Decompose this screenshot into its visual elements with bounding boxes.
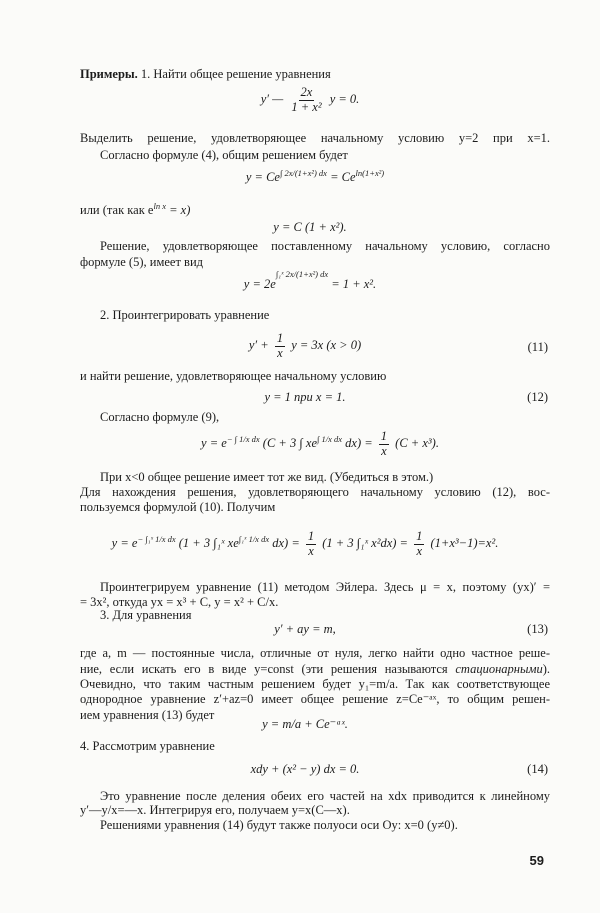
equation-2: $y = Ce^{\int 2x/(1+x^2) dx} = Ce^{ln(1+x^2)}$ [245,167,385,184]
examples-title: Примеры. [80,67,138,81]
paragraph-line: Согласно формуле (4), общим решением будет [100,148,348,162]
equation-14: xdy + (x² − y) dx = 0. [250,762,360,776]
example-3-heading: 3. Для уравнения [100,608,192,622]
equation-number: (11) [527,340,548,354]
paragraph-line: и найти решение, удовлетворяющее начальному условию [80,369,387,383]
paragraph-line: однородное уравнение z′+az=0 имеет общее решение z=Ce⁻ᵃˣ, то общим решен- [80,692,550,706]
equation-1: y′ — $\frac{2x}{\text{1 + x²}}$ y = 0. [260,85,360,114]
paragraph-line: Для нахождения решения, удовлетворяющего начальному условию (12), вос- [80,485,550,499]
equation-general-solution: $y = e^{- \int 1/x dx}$ (C + 3 ∫ $xe^{\int 1/x dx}$ dx) = $\frac{1}{x}$ (C + x³). [201,429,439,458]
equation-number: (14) [527,762,548,776]
equation-12: y = 1 при x = 1. [264,390,346,404]
paragraph-line: ние, если искать его в виде y=const (эти решения называются стационарными). [80,662,550,676]
paragraph-line: y′—y/x=—x. Интегрируя его, получаем y=x(C—x). [80,803,350,817]
example-1-heading: Примеры. 1. Найти общее решение уравнения [80,67,331,81]
page-number: 59 [529,853,544,868]
paragraph-line: Согласно формуле (9), [100,410,220,424]
paragraph-line: формуле (5), имеет вид [80,255,203,269]
equation-13: y′ + ay = m, [274,622,336,636]
paragraph-line: Очевидно, что таким частным решением будет y₁=m/a. Так как соответствующее [80,677,550,691]
paragraph-line: Это уравнение после деления обеих его частей на xdx приводится к линейному [100,789,550,803]
equation-13-solution: y = m/a + Ce⁻ᵃˣ. [262,717,348,731]
paragraph-line: пользуемся формулой (10). Получим [80,500,276,514]
equation-11: y′ + $\frac{1}{x}$ y = 3x (x > 0) [248,331,362,360]
equation-number: (12) [527,390,548,404]
paragraph-line: Проинтегрируем уравнение (11) методом Эйлера. Здесь μ = x, поэтому (yx)′ = [100,580,550,594]
paragraph-line: При x<0 общее решение имеет тот же вид. (Убедиться в этом.) [100,470,434,484]
equation-4: $y = 2e^{\int_1ˣ 2x/(1+x^2) dx} = 1 + x^2$. [243,268,377,291]
paragraph-line: или (так как $e^{ln x} = x$) [80,200,191,217]
equation-number: (13) [527,622,548,636]
example-2-heading: 2. Проинтегрировать уравнение [100,308,270,322]
paragraph-line: Решениями уравнения (14) будут также полуоси оси Oy: x=0 (y≠0). [100,818,458,832]
paragraph-line: = 3x², откуда yx = x³ + C, y = x² + C/x. [80,595,279,609]
paragraph-line: Выделить решение, удовлетворяющее начальному условию y=2 при x=1. [80,131,550,145]
paragraph-line: ием уравнения (13) будет [80,708,215,722]
equation-particular-solution: $y = e^{- \int_1ˣ 1/x dx}$ (1 + 3 ∫₁ˣ $xe^{\int_1ˣ 1/x dx}$ dx) = $\frac{1}{x}$ (1 + 3 ∫₁ˣ x²dx) = $\frac{1}{x}$ (1+x³−1)=x². [111,529,499,558]
paragraph-line: где a, m — постоянные числа, отличные от нуля, легко найти одно частное реше- [80,646,550,660]
example-4-heading: 4. Рассмотрим уравнение [80,739,215,753]
equation-3: y = C (1 + x²). [273,220,347,234]
paragraph-line: Решение, удовлетворяющее поставленному начальному условию, согласно [100,239,550,253]
